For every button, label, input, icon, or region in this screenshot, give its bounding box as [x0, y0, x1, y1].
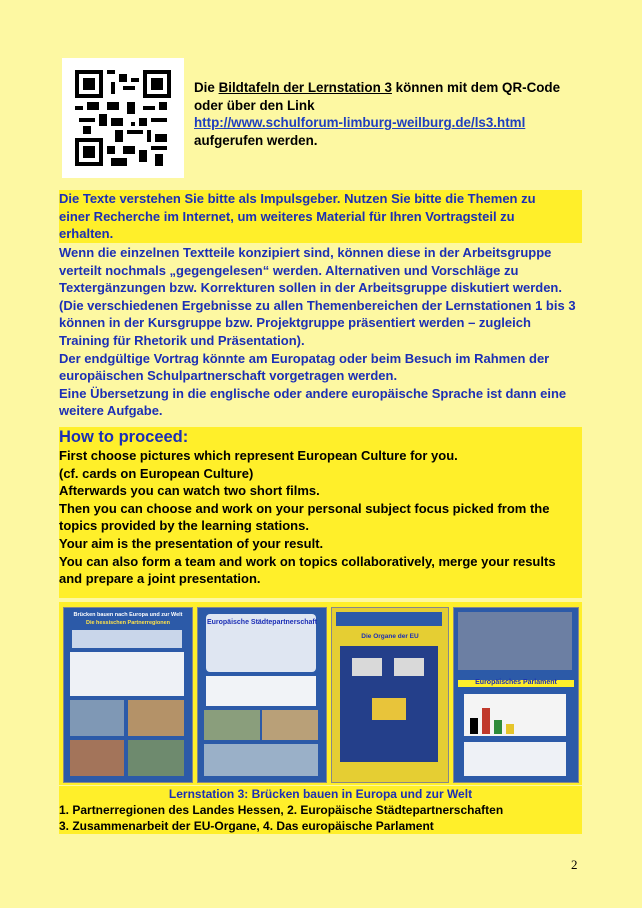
poster1-photo: [70, 740, 124, 776]
poster-photo: [59, 602, 582, 785]
page-number: 2: [571, 857, 578, 872]
poster3-box: [394, 658, 424, 676]
poster4-bar: [482, 708, 490, 734]
intro-line: einer Recherche im Internet, um weiteres Material für Ihren Vortragsteil zu: [59, 208, 515, 224]
intro-line: Die Texte verstehen Sie bitte als Impulsgeber. Nutzen Sie bitte die Themen zu: [59, 191, 536, 206]
paragraph-line: weitere Aufgabe.: [59, 403, 163, 419]
poster1-title: Brücken bauen nach Europa und zur Welt: [73, 612, 183, 618]
poster4-chart: [464, 694, 566, 736]
poster1-text: [70, 652, 184, 696]
poster-partner-regions: [63, 607, 193, 783]
poster1-photo: [70, 700, 124, 736]
caption-line: 1. Partnerregionen des Landes Hessen, 2. Europäische Städtepartnerschaften: [59, 802, 582, 818]
how-to-proceed-block: [59, 427, 582, 598]
poster-eu-organs: [331, 607, 449, 783]
qr-code[interactable]: [62, 58, 184, 178]
howto-line: You can also form a team and work on topics collaboratively, merge your results: [59, 553, 556, 569]
paragraph-line: Textergänzungen bzw. Korrekturen sollen in der Arbeitsgruppe diskutiert werden.: [59, 280, 562, 296]
paragraph-line: (Die verschiedenen Ergebnisse zu allen Themenbereichen der Lernstationen 1 bis 3: [59, 297, 576, 313]
poster4-bar: [506, 724, 514, 734]
poster3-banner: [336, 612, 442, 626]
poster1-subtitle: Die hessischen Partnerregionen: [85, 620, 171, 626]
poster4-text: [464, 742, 566, 776]
qr-code-icon: [75, 70, 171, 166]
qr-instructions: [194, 79, 614, 149]
poster3-box: [352, 658, 382, 676]
poster4-bar: [470, 718, 478, 734]
qr-line1-underlined: Bildtafeln der Lernstation 3: [218, 80, 392, 95]
qr-link[interactable]: http://www.schulforum-limburg-weilburg.de/ls3.html: [194, 115, 526, 130]
poster2-text: [206, 676, 316, 706]
howto-line: and prepare a joint presentation.: [59, 571, 261, 587]
howto-line: Afterwards you can watch two short films.: [59, 483, 320, 499]
howto-line: topics provided by the learning stations.: [59, 518, 309, 534]
poster-town-twinning: [197, 607, 327, 783]
howto-line: Your aim is the presentation of your result.: [59, 535, 324, 551]
poster1-photo: [128, 740, 184, 776]
qr-line1-prefix: Die: [194, 80, 219, 95]
paragraph-line: können in der Kursgruppe bzw. Projektgruppe präsentiert werden – zugleich: [59, 315, 531, 331]
poster3-box: [372, 698, 406, 720]
figure-caption: [59, 786, 582, 834]
caption-line: 3. Zusammenarbeit der EU-Organe, 4. Das europäische Parlament: [59, 818, 582, 834]
howto-line: Then you can choose and work on your personal subject focus picked from the: [59, 500, 550, 516]
poster2-photo: [262, 710, 318, 740]
poster2-photo: [204, 744, 318, 776]
paragraph-line: Training für Rhetorik und Präsentation).: [59, 332, 305, 348]
howto-line: (cf. cards on European Culture): [59, 465, 254, 481]
poster3-title: Die Organe der EU: [361, 633, 419, 640]
poster2-photo: [204, 710, 260, 740]
paragraph-line: europäischen Schulpartnerschaft vorgetragen werden.: [59, 368, 398, 384]
caption-title: Lernstation 3: Brücken bauen in Europa und zur Welt: [59, 786, 582, 802]
paragraph-line: Wenn die einzelnen Textteile konzipiert sind, können diese in der Arbeitsgruppe: [59, 245, 552, 260]
instructions-paragraph: [59, 244, 582, 420]
paragraph-line: Der endgültige Vortrag könnte am Europatag oder beim Besuch im Rahmen der: [59, 350, 550, 366]
poster4-title: Europäisches Parlament: [458, 680, 574, 687]
poster1-photo: [128, 700, 184, 736]
poster2-title: Europäische Städtepartnerschaft: [206, 619, 318, 626]
poster-eu-parliament: [453, 607, 579, 783]
intro-line: erhalten.: [59, 226, 114, 242]
how-to-proceed-heading: How to proceed:: [59, 428, 189, 446]
intro-text-block: [59, 190, 582, 243]
poster4-photo: [458, 612, 572, 670]
qr-line2: oder über den Link: [194, 97, 315, 113]
paragraph-line: verteilt nochmals „gegengelesen“ werden. Alternativen und Vorschläge zu: [59, 262, 519, 278]
poster4-bar: [494, 720, 502, 734]
howto-line: First choose pictures which represent European Culture for you.: [59, 448, 458, 463]
paragraph-line: Eine Übersetzung in die englische oder andere europäische Sprache ist dann eine: [59, 385, 567, 401]
qr-line4: aufgerufen werden.: [194, 132, 318, 148]
qr-line1-suffix: können mit dem QR-Code: [391, 80, 561, 95]
poster1-flags: [72, 630, 182, 648]
